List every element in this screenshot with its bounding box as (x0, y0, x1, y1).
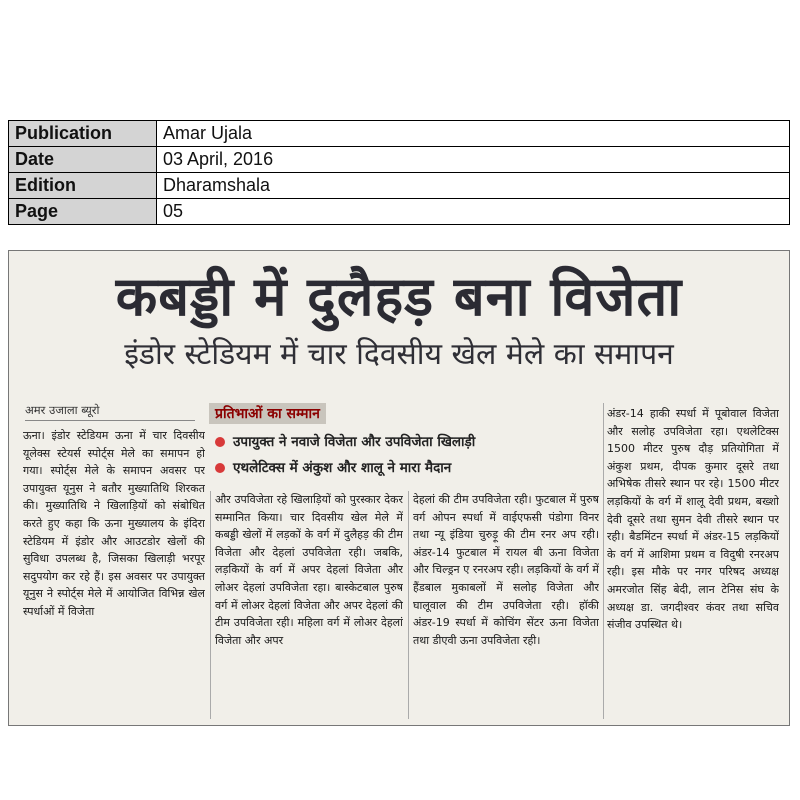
meta-row-publication (9, 121, 790, 147)
article-headline: कबड्डी में दुलैहड़ बना विजेता (115, 265, 683, 328)
article-column-4: अंडर-14 हाकी स्पर्धा में पूबोवाल विजेता और सलोह उपविजेता रहा। एथलेटिक्स 1500 मीटर पुरुष दौड़ प्रतियोगिता में अंकुश प्रथम, दीपक कुमार दूसरे तथा अभिषेक तीसरे स्थान पर रहे। 1500 मीटर लड़कियों के वर्ग में शालू देवी प्रथम, बख्शो देवी दूसरे तथा सुमन देवी तीसरे स्थान पर रही। बैडमिंटन स्पर्धा में अंडर-15 लड़कियों के वर्ग में आशिमा प्रथम व विदुषी रनरअप रही। इस मौके पर नगर परिषद अध्यक्ष अमरजोत सिंह बेदी, लान टेनिस संघ के अध्यक्ष डा. जगदीश्वर कंवर तथा सचिव संजीव उपस्थित थे। (607, 407, 779, 632)
column-divider (210, 491, 211, 719)
meta-row-date (9, 147, 790, 173)
meta-value: Amar Ujala (157, 121, 790, 147)
highlight-item (215, 432, 595, 450)
metadata-table (8, 120, 790, 225)
article-byline: अमर उजाला ब्यूरो (25, 403, 195, 421)
bullet-icon (215, 463, 225, 473)
highlight-item-text: एथलेटिक्स में अंकुश और शालू ने मारा मैदान (233, 460, 452, 476)
meta-row-edition (9, 173, 790, 199)
meta-value: Dharamshala (157, 173, 790, 199)
article-column-3: देहलां की टीम उपविजेता रही। फुटबाल में पुरुष वर्ग ओपन स्पर्धा में वाईएफसी पंडोगा विनर तथा न्यू इंडिया चुरुड़ू की टीम रनर अप रही। अंडर-14 फुटबाल में रायल बी ऊना विजेता और चिल्ड्रन ए रनरअप रही। लड़कियों के वर्ग में हैंडबाल मुकाबलों में सलोह विजेता और घालूवाल की टीम उपविजेता रही। हॉकी अंडर-19 स्पर्धा में कोचिंग सेंटर ऊना विजेता तथा डीएवी ऊना उपविजेता रही। (413, 493, 599, 647)
meta-row-page (9, 199, 790, 225)
meta-key: Date (9, 147, 157, 173)
highlight-box (205, 403, 595, 481)
highlight-item (215, 458, 595, 476)
highlight-box-title: प्रतिभाओं का सम्मान (209, 403, 326, 424)
highlight-item-text: उपायुक्त ने नवाजे विजेता और उपविजेता खिलाड़ी (233, 434, 476, 450)
newspaper-clipping (8, 250, 790, 726)
meta-key: Page (9, 199, 157, 225)
article-column-1: ऊना। इंडोर स्टेडियम ऊना में चार दिवसीय यूलेक्स स्टेयर्स स्पोर्ट्स मेले का समापन हो गया। स्पोर्ट्स मेले के समापन अवसर पर उपायुक्त यूनुस ने बतौर मुख्यातिथि शिरकत की। मुख्यातिथि ने खिलाड़ियों को संबोधित करते हुए कहा कि ऊना मुख्यालय के इंदिरा स्टेडियम में इंडोर और आउटडोर खेलों की सुविधा उपलब्ध है, जिसका खिलाड़ी भरपूर सदुपयोग कर रहे हैं। इस अवसर पर उपायुक्त यूनुस ने स्पोर्ट्स मेले में आयोजित विभिन्न खेल स्पर्धाओं में विजेता (23, 429, 205, 618)
column-divider (603, 403, 604, 719)
meta-value: 05 (157, 199, 790, 225)
meta-key: Edition (9, 173, 157, 199)
article-column-2: और उपविजेता रहे खिलाड़ियों को पुरस्कार देकर सम्मानित किया। चार दिवसीय खेल मेले में कबड्डी खेलों में लड़कों के वर्ग में दुलैहड़ की टीम विजेता और देहलां उपविजेता रही। जबकि, लड़कियों के वर्ग में अपर देहलां विजेता और लोअर देहलां उपविजेता रहा। बास्केटबाल पुरुष वर्ग में लोअर देहलां विजेता और अपर देहलां की टीम उपविजेता रही। महिला वर्ग में लोअर देहलां विजेता और अपर (215, 493, 403, 647)
bullet-icon (215, 437, 225, 447)
column-divider (408, 491, 409, 719)
article-subheadline: इंडोर स्टेडियम में चार दिवसीय खेल मेले का समापन (124, 337, 674, 372)
meta-value: 03 April, 2016 (157, 147, 790, 173)
meta-key: Publication (9, 121, 157, 147)
